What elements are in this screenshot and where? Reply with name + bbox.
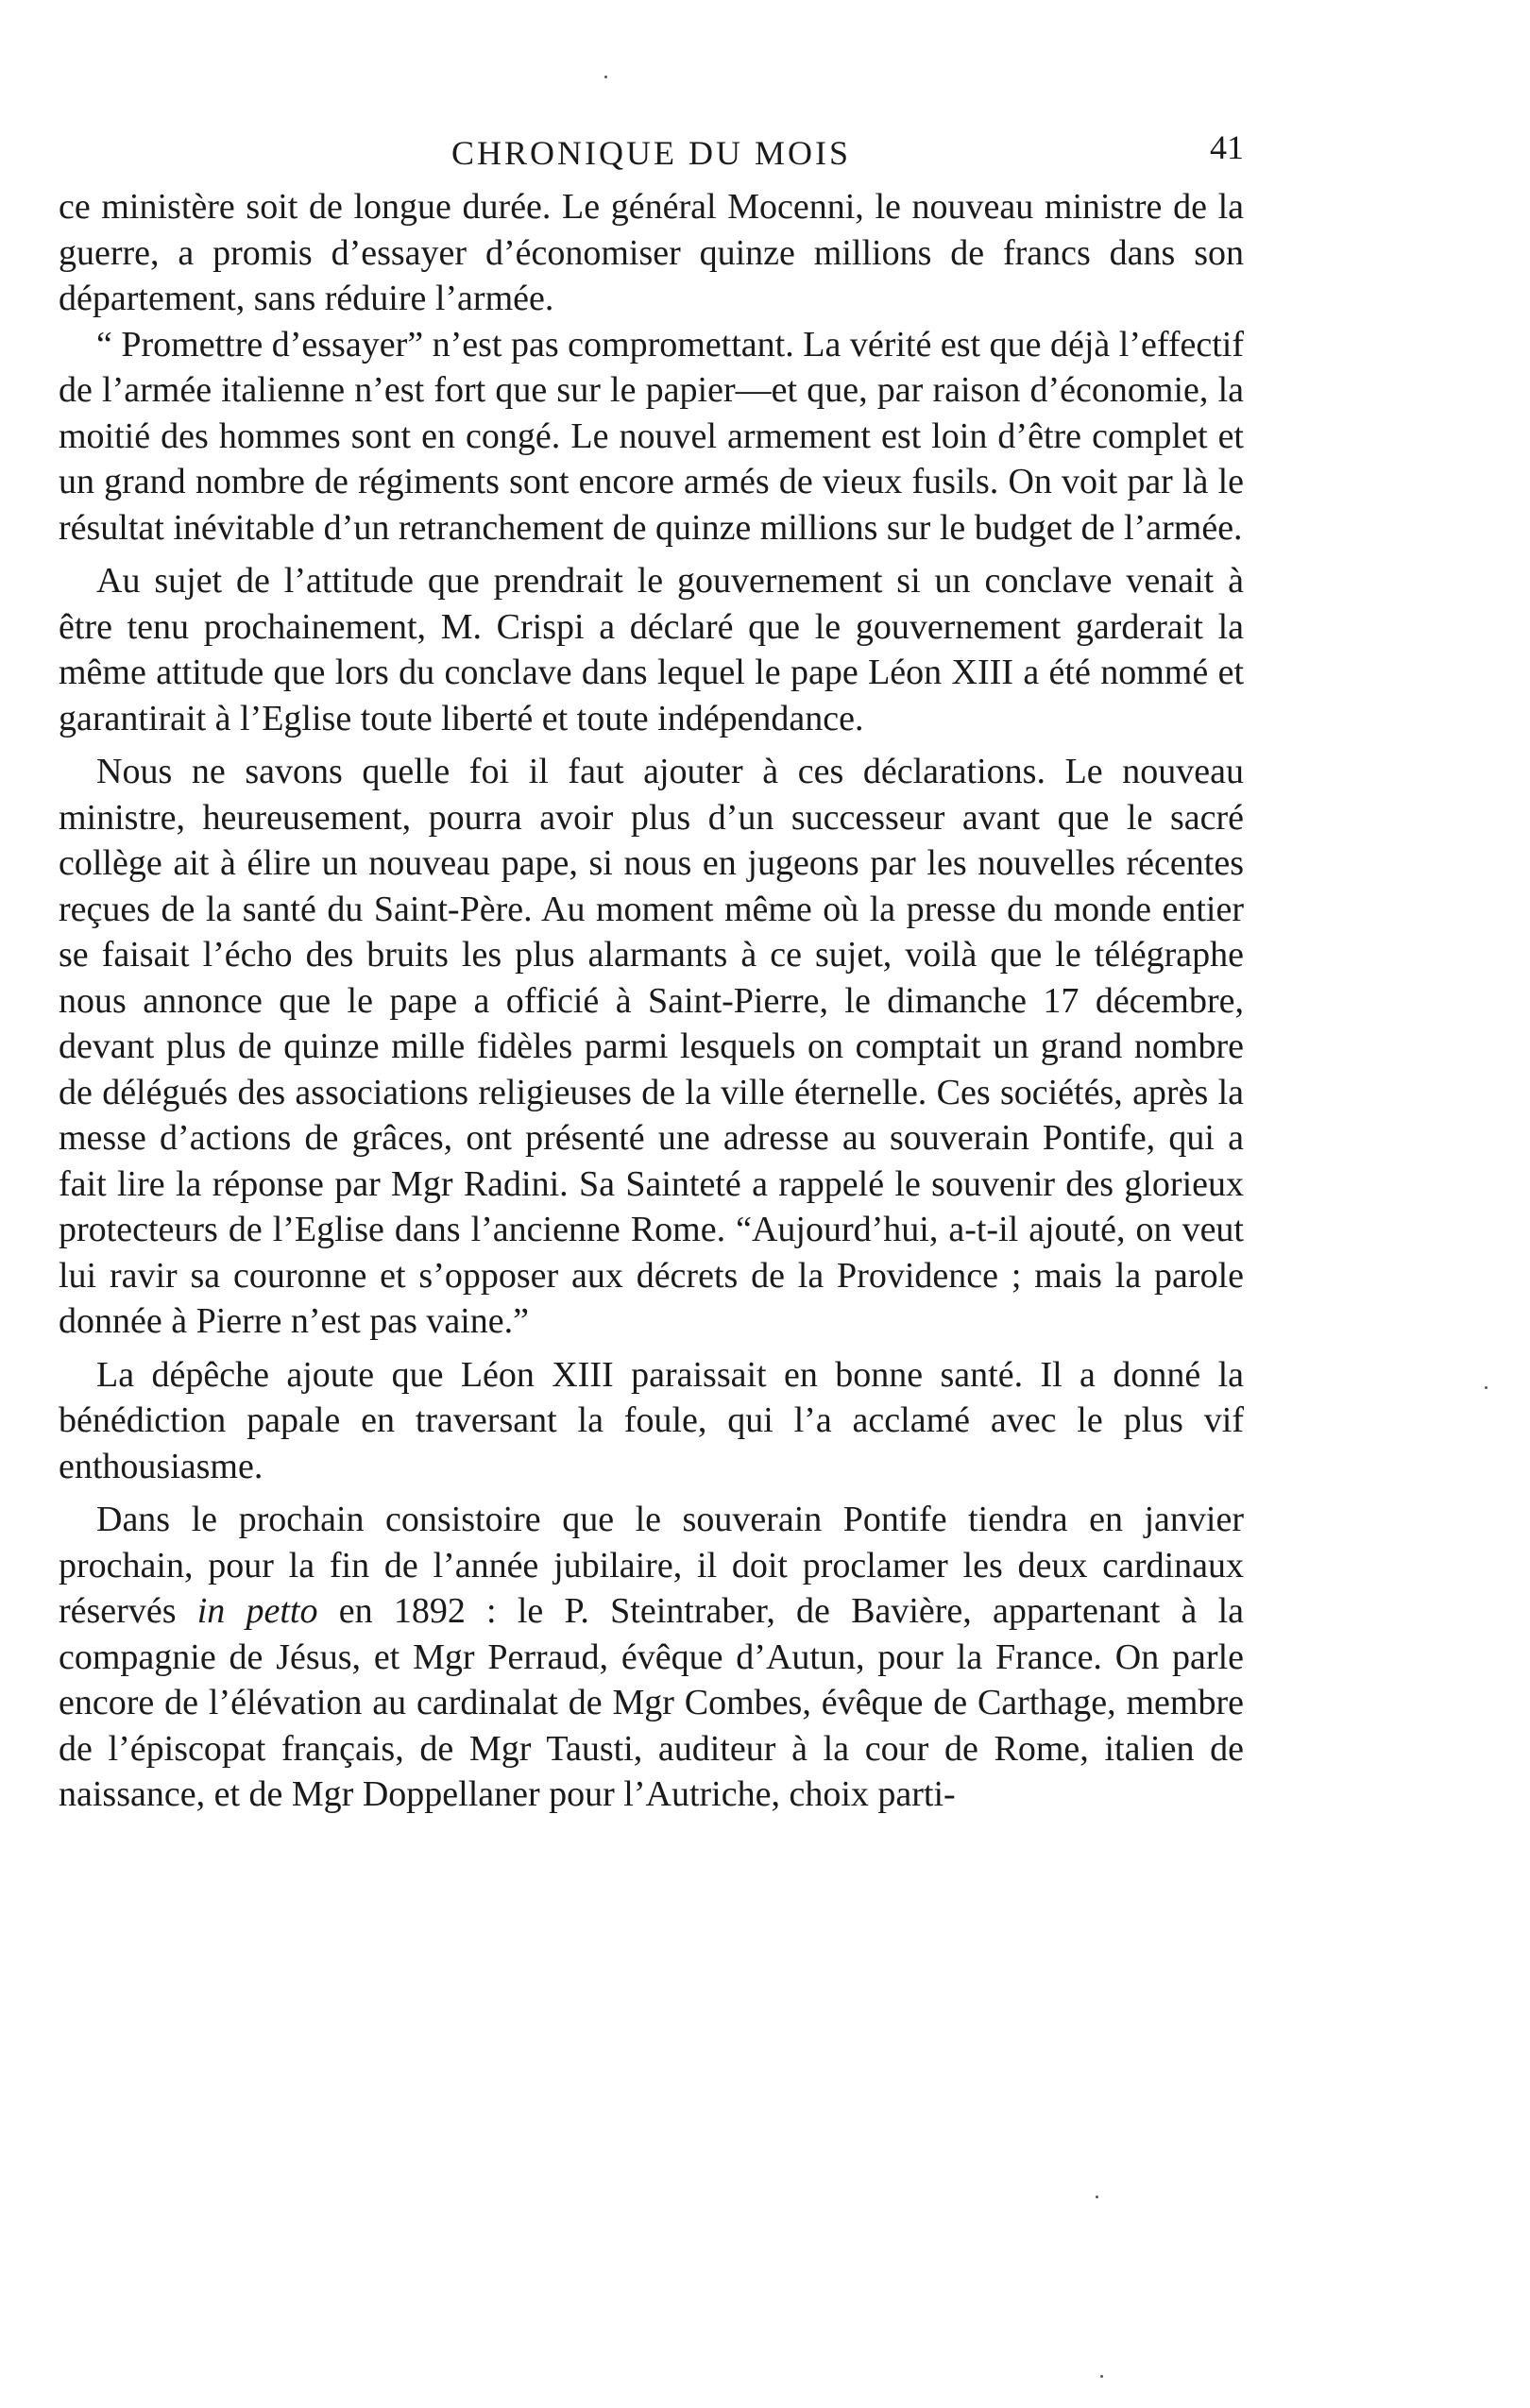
- running-head: [59, 127, 1244, 184]
- paragraph-text: en 1892 : le P. Steintraber, de Bavière, appartenant à la compagnie de Jésus, et Mgr Perraud, évêque d’Autun, pour la France. On parle encore de l’élévation au cardinalat de Mgr Combes, évêque de Carthage, membre de l’épiscopat français, de Mgr Tausti, auditeur à la cour de Rome, italien de naissance, et de Mgr Doppellaner pour l’Autriche, choix parti-: [59, 1591, 1245, 1814]
- paragraph: Au sujet de l’attitude que prendrait le gouvernement si un conclave venait à être tenu prochainement, M. Crispi a déclaré que le gouvernement garderait la même attitude que lors du conclave dans lequel le pape Léon XIII a été nommé et garantirait à l’Eglise toute liberté et toute indépendance.: [59, 561, 1244, 738]
- paragraph: La dépêche ajoute que Léon XIII paraissait en bonne santé. Il a donné la bénédiction papale en traversant la foule, qui l’a acclamé avec le plus vif enthousiasme.: [59, 1354, 1244, 1486]
- running-title: CHRONIQUE DU MOIS: [450, 134, 851, 172]
- print-speck: [1100, 2375, 1103, 2378]
- book-page: [59, 127, 1244, 1818]
- italic-phrase: in petto: [196, 1591, 318, 1631]
- paragraph-text: Dans le prochain consistoire que le souverain Pontife tiendra en janvier prochain, pour la fin de l’année jubilaire, il doit proclamer les deux cardinaux réservés: [59, 1500, 1244, 1631]
- paragraph: ce ministère soit de longue durée. Le général Mocenni, le nouveau ministre de la guerre, a promis d’essayer d’économiser quinze millions de francs dans son département, sans réduire l’armée.: [59, 187, 1244, 318]
- print-speck: [1096, 2196, 1098, 2198]
- paragraph: [59, 1497, 1244, 1818]
- body-text: [59, 184, 1244, 1818]
- paragraph: Nous ne savons quelle foi il faut ajouter à ces déclarations. Le nouveau ministre, heureusement, pourra avoir plus d’un successeur avant que le sacré collège ait à élire un nouveau pape, si nous en jugeons par les nouvelles récentes reçues de la santé du Saint-Père. Au moment même où la presse du monde entier se faisait l’écho des bruits les plus alarmants à ce sujet, voilà que le télégraphe nous annonce que le pape a officié à Saint-Pierre, le dimanche 17 décembre, devant plus de quinze mille fidèles parmi lesquels on comptait un grand nombre de délégués des associations religieuses de la ville éternelle. Ces sociétés, après la messe d’actions de grâces, ont présenté une adresse au souverain Pontife, qui a fait lire la réponse par Mgr Radini. Sa Sainteté a rappelé le souvenir des glorieux protecteurs de l’Eglise dans l’ancienne Rome. “Aujourd’hui, a-t-il ajouté, on veut lui ravir sa couronne et s’opposer aux décrets de la Providence ; mais la parole donnée à Pierre n’est pas vaine.”: [59, 752, 1244, 1341]
- print-speck: [1485, 1386, 1488, 1389]
- print-speck: [604, 76, 607, 78]
- page-number: 41: [1210, 128, 1244, 166]
- paragraph: “ Promettre d’essayer” n’est pas compromettant. La vérité est que déjà l’effectif de l’armée italienne n’est fort que sur le papier—et que, par raison d’économie, la moitié des hommes sont en congé. Le nouvel armement est loin d’être complet et un grand nombre de régiments sont encore armés de vieux fusils. On voit par là le résultat inévitable d’un retranchement de quinze millions sur le budget de l’armée.: [59, 324, 1244, 548]
